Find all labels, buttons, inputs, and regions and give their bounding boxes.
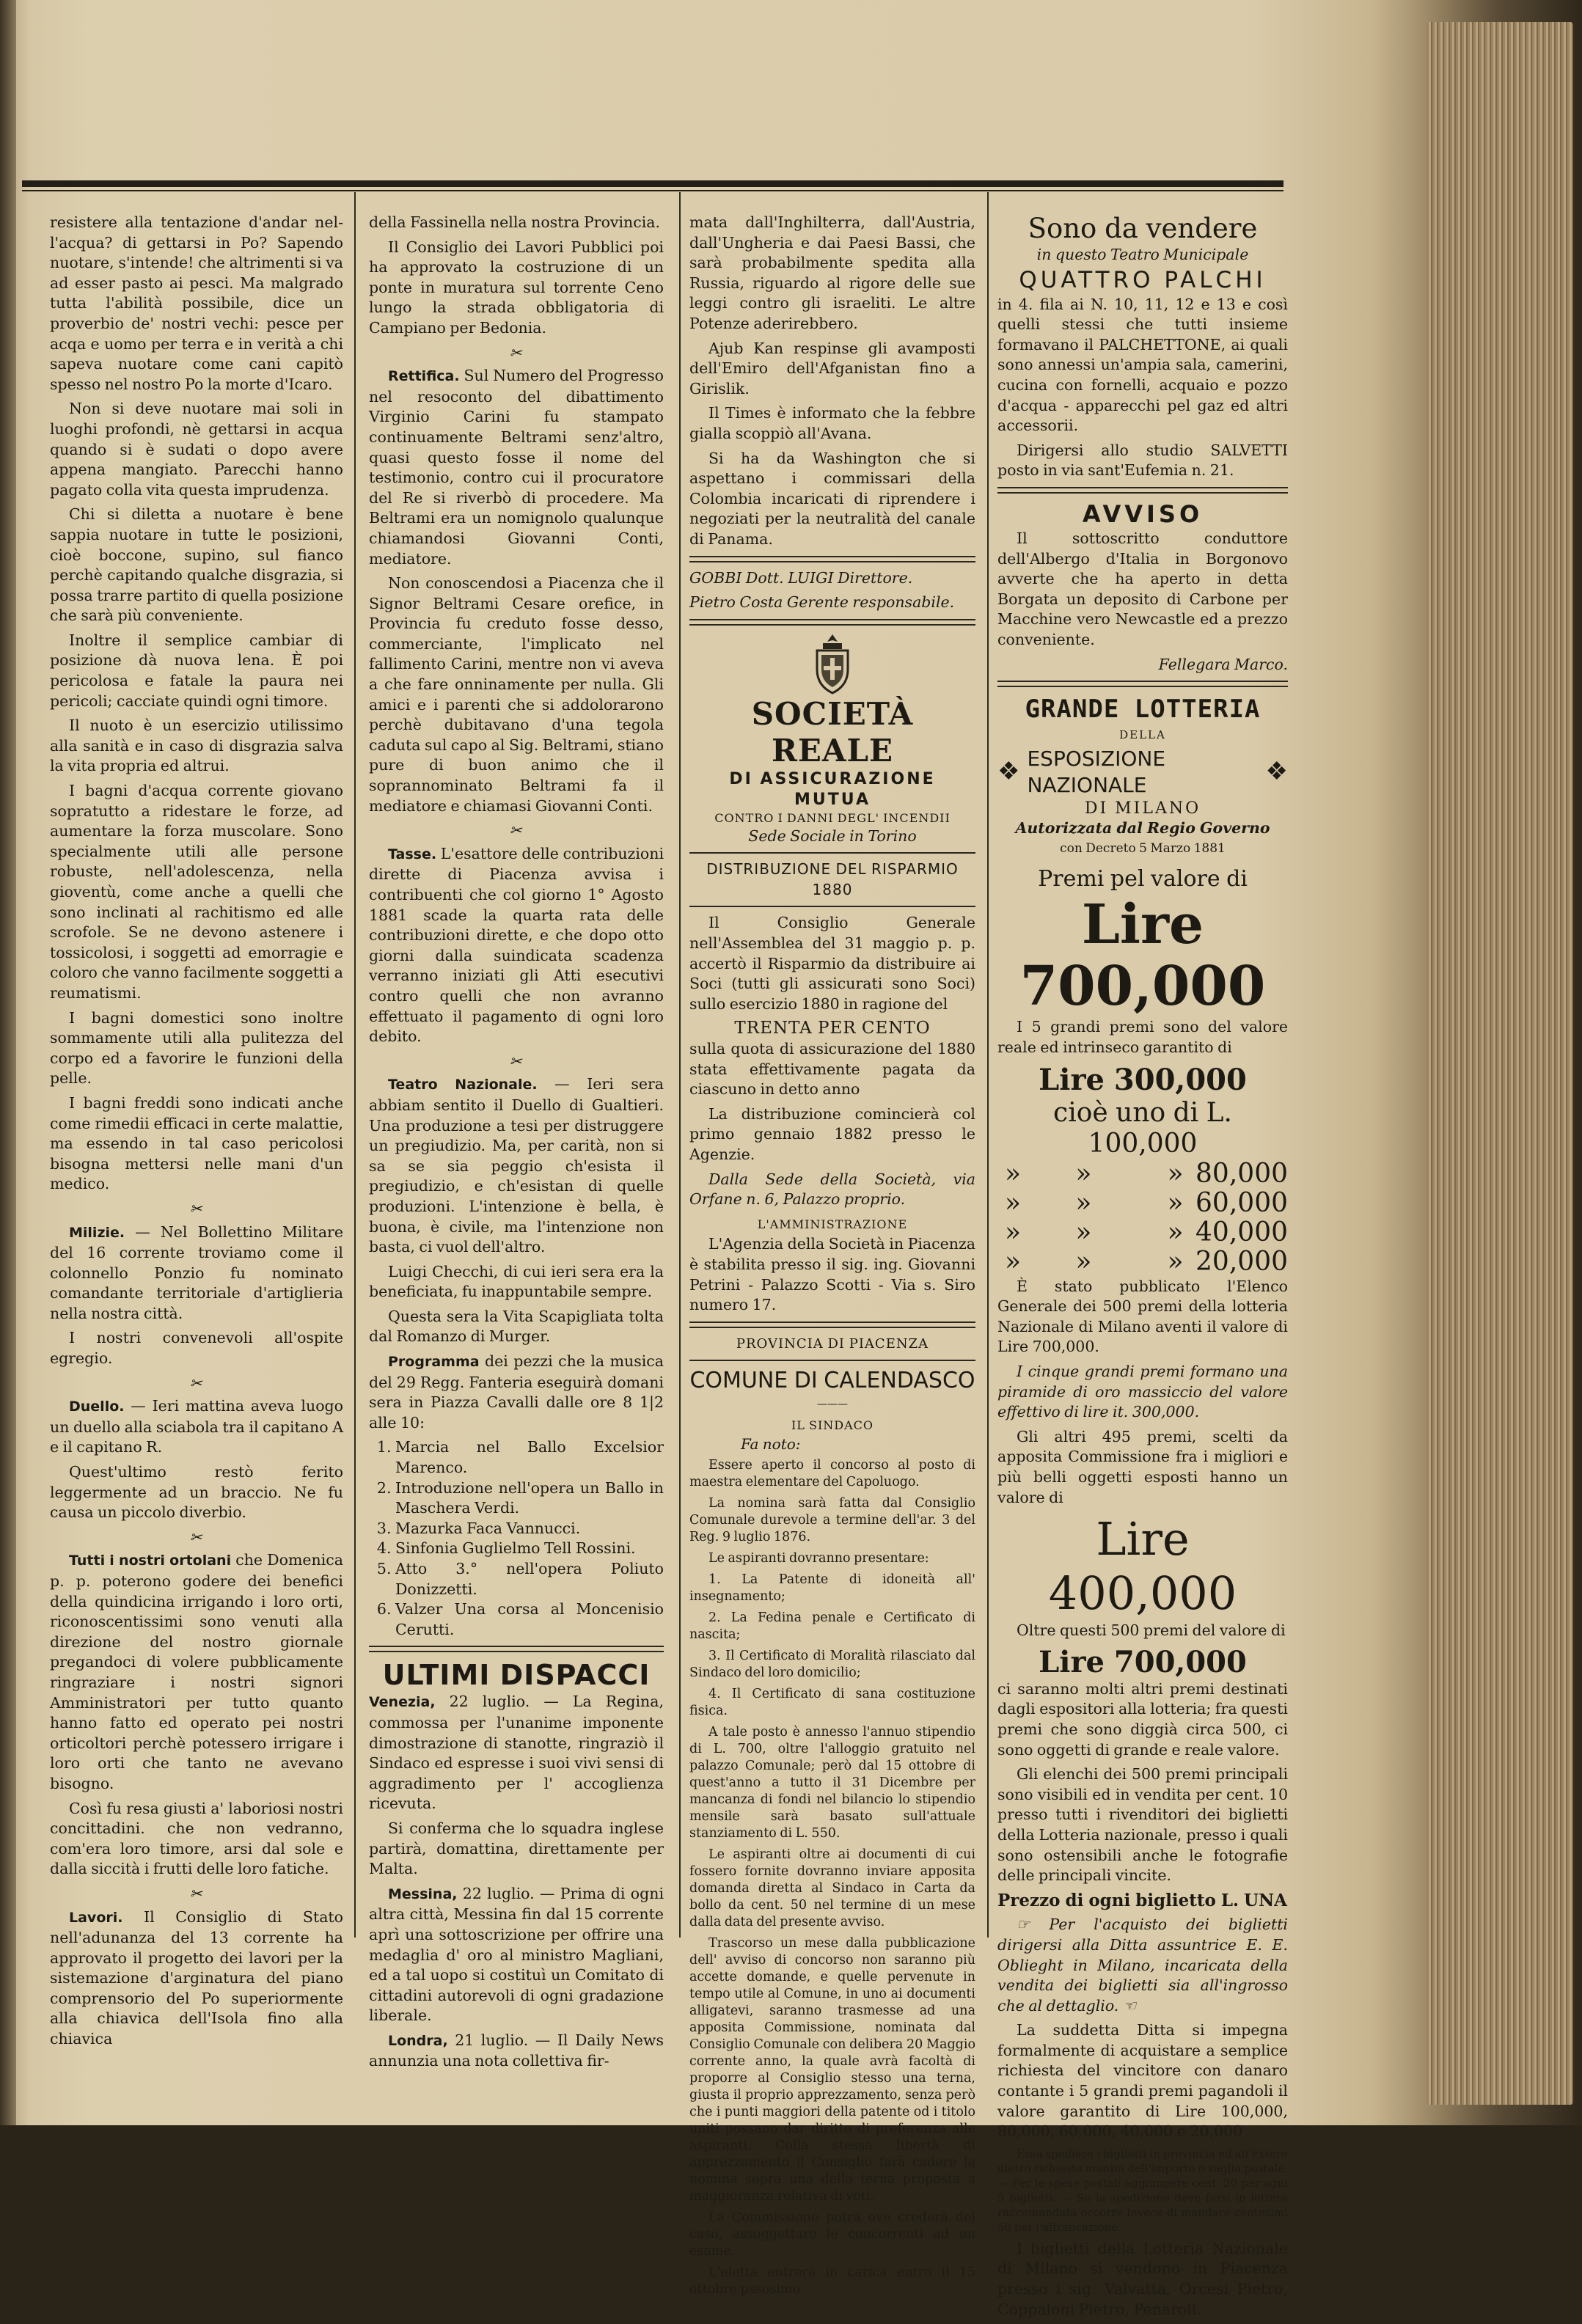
section-ornament: ✂ — [189, 1374, 204, 1392]
article-paragraph: Ajub Kan respinse gli avamposti dell'Emiro dell'Afganistan fino a Girislik. — [689, 339, 975, 397]
ad-paragraph: I biglietti della Lotteria Nazionale di Milano si vendono in Piacenza presso i sig. Valvatta, Orcesi Pietro, Coppaloni Pietro, Penaroli. — [997, 2239, 1288, 2318]
ad-paragraph: I cinque grandi premi formano una piramide di oro massiccio del valore effettivo di lire it. 300,000. — [997, 1363, 1288, 1421]
program-item: 1. Marcia nel Ballo Excelsior Marenco. — [395, 1437, 664, 1478]
article-paragraph: Questa sera la Vita Scapigliata tolta dal Romanzo di Murger. — [369, 1307, 664, 1346]
prize-row — [997, 1159, 1288, 1189]
item-text: 22 luglio. — La Regina, commossa per l'unanime imponente dimostrazione di stanotte, ringraziò il Sindaco ed espresse i suoi vivi sensi di aggradimento per l' accoglienza ricevuta. — [369, 1693, 664, 1813]
item-text: Sul Numero del Progresso nel resoconto del dibattimento Virginio Carini fu stampato continuamente Beltrami senz'altro, quasi questo fosse il nome del testimonio, contro cui il procuratore del Re si riverbò di procedere. Ma Beltrami era un nomignolo qualunque chiamandosi Giovanni Conti, mediatore. — [369, 367, 664, 568]
decreto-line: con Decreto 5 Marzo 1881 — [1060, 840, 1226, 856]
dispatch-venezia — [369, 1692, 664, 1814]
requirement-item: 1. La Patente di idoneità all' insegnamento; — [689, 1572, 975, 1604]
requirement-item: 4. Il Certificato di sana costituzione fisica. — [689, 1686, 975, 1718]
program-item: 4. Sinfonia Guglielmo Tell Rossini. — [395, 1539, 664, 1559]
news-item-ortolani — [50, 1550, 343, 1794]
ad-paragraph: Il sottoscritto conduttore dell'Albergo d'Italia in Borgonovo avverte che ha aperto in detta Borgata un deposito di Carbone per Macchine vero Newcastle ed a prezzo conveniente. — [997, 529, 1288, 648]
ad-text: Per l'acquisto dei biglietti dirigersi alla Ditta assuntrice E. E. Oblieght in Milano, incaricata della vendita dei biglietti sia all'ingrosso che al dettaglio. — [997, 1916, 1288, 2015]
notice-paragraph: Le aspiranti oltre ai documenti di cui fossero fornite dovranno inviare apposita domanda diretta al Sindaco in Carta da bollo da cent. 50 nel termine di un mese dalla data del presente avviso. — [689, 1847, 975, 1929]
dispatch-londra — [369, 2031, 664, 2072]
article-paragraph: Dalla Sede della Società, via Orfane n. 6, Palazzo proprio. — [689, 1170, 975, 1209]
item-text: — Ieri sera abbiam sentito il Duello di Gualtieri. Una produzione a tesi per distruggere un pregiudizio. Ma, per carità, non si sa se sia peggio ch'esista il pregiudizio, e ch'esistan di quelle produzioni. L'intenzione è bella, è buona, è civile, ma l'intenzione non basta, ci vuol dell'altro. — [369, 1075, 664, 1256]
section-rule — [689, 619, 975, 626]
section-rule — [689, 556, 975, 562]
article-paragraph: La distribuzione comincierà col primo gennaio 1882 presso le Agenzie. — [689, 1104, 975, 1163]
milano-line: DI MILANO — [1084, 799, 1201, 818]
cioe-line: cioè uno di L. 100,000 — [1053, 1097, 1232, 1159]
item-text: — Nel Bollettino Militare del 16 corrente troviamo come il colonnello Ponzio fu nominato comandante territoriale d'artiglieria nella nostra città. — [50, 1223, 343, 1322]
pointing-hand-icon: ☜ — [1118, 1996, 1137, 2015]
societa-title: SOCIETÀ REALE — [751, 695, 914, 769]
vendere-heading: Sono da vendere — [1028, 213, 1258, 244]
section-ornament: ✂ — [509, 343, 524, 362]
lire-700000-heading: Lire 700,000 — [1019, 893, 1266, 1019]
item-heading: Programma — [388, 1354, 480, 1371]
column-divider — [354, 192, 356, 1938]
item-heading: Lavori. — [69, 1909, 123, 1926]
dispatch-messina — [369, 1884, 664, 2026]
news-item-milizie — [50, 1223, 343, 1324]
section-ornament: ✂ — [189, 1528, 204, 1546]
ad-paragraph: I 5 grandi premi sono del valore reale ed intrinseco garantito di — [997, 1018, 1288, 1057]
ad-paragraph: Oltre questi 500 premi del valore di — [1017, 1621, 1286, 1640]
prize-value: 20,000 — [1195, 1246, 1288, 1277]
article-paragraph: Si ha da Washington che si aspettano i commissari della Colombia incaricati di riprendere i negoziati per la neutralità del canale di Panama. — [689, 449, 975, 548]
director-signature: GOBBI Dott. LUIGI Direttore. — [689, 568, 913, 587]
ad-paragraph: in 4. fila ai N. 10, 11, 12 e 13 e così quelli stessi che tutti insieme formavano il PALCHETTONE, ai quali sono annessi un'ampia sala, camerini, cucina con fornelli, acquaio e pozzo d'acqua - apparecchi pel gaz ed altri accessorii. — [997, 295, 1288, 435]
societa-sede: Sede Sociale in Torino — [748, 826, 917, 845]
news-item-programma — [369, 1352, 664, 1433]
ditto-mark: » — [1167, 1158, 1184, 1189]
article-paragraph: resistere alla tentazione d'andar nel-l'acqua? di gettarsi in Po? Sapendo nuotare, s'intende! che altrimenti si va ad esser pasto ai pesci. Ma malgrado tutta l'abilità possibile, dice un proverbio de' nostri vechi: pesce per acqa e uomo per terra e in verità a chi sapeva nuotare come cani capitò spesso nel nostro Po la morte d'Icaro. — [50, 213, 343, 393]
gerente-signature: Pietro Costa Gerente responsabile. — [689, 593, 955, 612]
lotteria-heading: GRANDE LOTTERIA — [1025, 694, 1261, 725]
article-paragraph: I bagni freddi sono indicati anche come rimedii efficaci in certe malattie, ma essendo in tal caso pericolosi bisogna mettersi nelle mani d'un medico. — [50, 1093, 343, 1193]
notice-paragraph: Le aspiranti dovranno presentare: — [708, 1550, 929, 1566]
article-paragraph: mata dall'Inghilterra, dall'Austria, dall'Ungheria e dai Paesi Bassi, che sarà probabilmente spedita alla Russia, riguardo al rigore delle sue leggi contro gli israeliti. Le altre Potenze aderirebbero. — [689, 213, 975, 332]
article-paragraph: Si conferma che lo squadra inglese partirà, domattina, direttamente per Malta. — [369, 1819, 664, 1878]
news-item-tasse — [369, 844, 664, 1047]
item-heading: Rettifica. — [388, 368, 460, 385]
section-rule — [689, 906, 975, 907]
esposizione-row — [997, 746, 1288, 799]
article-paragraph: Quest'ultimo restò ferito leggermente ad un braccio. Ne fu causa un piccolo diverbio. — [50, 1463, 343, 1522]
program-item: 6. Valzer Una corsa al Moncenisio Cerutti. — [395, 1599, 664, 1640]
ad-paragraph: ci saranno molti altri premi destinati dagli espositori alla lotteria; fra questi premi che sono diggià circa 500, ci sono oggetti di grande e reale valore. — [997, 1679, 1288, 1759]
article-paragraph: Il Consiglio dei Lavori Pubblici poi ha approvato la costruzione di un ponte in muratura sul torrente Ceno lungo la strada obbligatoria di Campiano per Bedonia. — [369, 238, 664, 337]
ditto-mark: » — [1005, 1217, 1022, 1247]
ditto-mark: » — [1167, 1217, 1184, 1247]
column-divider — [987, 192, 989, 1938]
crest-icon: ❖ — [1265, 756, 1288, 786]
article-paragraph: Non si deve nuotare mai soli in luoghi profondi, nè gettarsi in acqua quando si è sudati o dopo avere appena mangiato. Parecchi hanno pagato colla vita questa imprudenza. — [50, 400, 343, 499]
provincia-heading: PROVINCIA DI PIACENZA — [736, 1335, 929, 1352]
avviso-heading: AVVISO — [1082, 499, 1204, 528]
program-item: 5. Atto 3.° nell'opera Poliuto Donizzetti. — [395, 1559, 664, 1599]
article-paragraph: Il Times è informato che la febbre gialla scoppiò all'Avana. — [689, 404, 975, 442]
societa-subtitle-2: CONTRO I DANNI DEGL' INCENDII — [714, 810, 951, 825]
ad-fineprint: Essa spedisce i biglietti in provincia ed all'Estero dietro richiesta munita dell'importo o vaglia postale. — Per le spese postali aggiungere cent. 20 per ogni 5 biglietti. — Se la spedizione deve farsi in lettera raccomandata occorre invece di mandare centesimi 50 per l'affrancazione. — [997, 2147, 1288, 2234]
item-text: dei pezzi che la musica del 29 Regg. Fanteria eseguirà domani sera in Piazza Cavalli dalle ore 8 1|2 alle 10: — [369, 1352, 664, 1432]
requirement-item: 3. Il Certificato di Moralità rilasciato dal Sindaco del loro domicilio; — [689, 1648, 975, 1680]
article-paragraph: Così fu resa giusti a' laboriosi nostri concittadini. che non vedranno, com'era loro timore, arsi dal sole e dalla siccità i frutti delle loro fatiche. — [50, 1799, 343, 1878]
notice-paragraph: La nomina sarà fatta dal Consiglio Comunale durevole a termine dell'ar. 3 del Reg. 9 luglio 1876. — [689, 1495, 975, 1544]
avviso-signature: Fellegara Marco. — [1158, 655, 1288, 673]
section-ornament: ✂ — [189, 1884, 204, 1902]
item-heading: Londra, — [388, 2032, 448, 2049]
notice-paragraph: Essere aperto il concorso al posto di maestra elementare del Capoluogo. — [689, 1457, 975, 1489]
section-ornament: ✂ — [509, 821, 524, 840]
prize-row — [997, 1218, 1288, 1247]
article-paragraph: Chi si diletta a nuotare è bene sappia nuotare in tutte le posizioni, cioè boccone, supino, sul fianco perchè capitando qualche disgrazia, si possa trarre partito di quella posizione che sarà più conveniente. — [50, 505, 343, 625]
item-heading: Teatro Nazionale. — [388, 1077, 538, 1093]
program-item: 2. Introduzione nell'opera un Ballo in Maschera Verdi. — [395, 1478, 664, 1519]
ditto-mark: » — [1005, 1187, 1022, 1218]
prize-row — [997, 1189, 1288, 1218]
header-rule — [22, 180, 1283, 187]
notice-paragraph: L'eletta entrerà in carica entro il 15 ottobre pssosimo. — [689, 2265, 975, 2297]
ditto-mark: » — [1075, 1187, 1092, 1218]
societa-subtitle: DI ASSICURAZIONE MUTUA — [729, 769, 936, 809]
premi-heading: Premi pel valore di — [1038, 866, 1248, 892]
section-rule — [369, 1646, 664, 1652]
section-rule — [689, 1322, 975, 1328]
item-heading: Venezia, — [369, 1694, 436, 1711]
news-item-lavori — [50, 1907, 343, 2050]
item-text: 21 luglio. — Il Daily News annunzia una nota collettiva fir- — [369, 2031, 664, 2070]
teatro-line: in questo Teatro Municipale — [1036, 246, 1249, 263]
article-paragraph: Luigi Checchi, di cui ieri sera era la beneficiata, fu inappuntabile sempre. — [369, 1262, 664, 1301]
section-rule — [689, 1360, 975, 1361]
amministrazione-signature: L'AMMINISTRAZIONE — [757, 1217, 908, 1231]
item-text: 22 luglio. — Prima di ogni altra città, Messina fin dal 15 corrente aprì una sottoscrizione per offrire una medaglia d' oro al ministro Magliani, ed a tal uopo si costituì un Comitato di cittadini autorevoli di ogni gradazione liberale. — [369, 1884, 664, 2025]
prize-value: 80,000 — [1195, 1158, 1288, 1189]
esposizione-title: ESPOSIZIONE NAZIONALE — [1027, 746, 1166, 797]
section-rule — [997, 487, 1288, 494]
news-item-rettifica — [369, 366, 664, 569]
item-heading: Tutti i nostri ortolani — [69, 1553, 232, 1569]
item-heading: Duello. — [69, 1399, 125, 1415]
article-paragraph: della Fassinella nella nostra Provincia. — [369, 213, 661, 231]
ad-paragraph: È stato pubblicato l'Elenco Generale dei 500 premi della lotteria Nazionale di Milano aventi il valore di Lire 700,000. — [997, 1277, 1288, 1356]
divider-mark: ——— — [817, 1399, 848, 1411]
prezzo-line: Prezzo di ogni biglietto L. UNA — [997, 1890, 1287, 1910]
ditto-mark: » — [1075, 1246, 1092, 1277]
palchi-heading: QUATTRO PALCHI — [1019, 266, 1267, 293]
notice-paragraph: A tale posto è annesso l'annuo stipendio di L. 700, oltre l'alloggio gratuito nel palazzo Comunale; però dal 15 ottobre di quest'anno a tutto il 31 Dicembre per mancanza di fondi nel bilancio lo stipendio mensile sarà basato sull'attuale stanziamento di L. 550. — [689, 1724, 975, 1841]
ditto-mark: » — [1167, 1187, 1184, 1218]
sindaco-heading: IL SINDACO — [791, 1418, 874, 1432]
prize-row — [997, 1247, 1288, 1277]
article-paragraph: I bagni domestici sono inoltre sommamente utili alla pulitezza del corpo ed a favorire le funzioni della pelle. — [50, 1008, 343, 1088]
section-ornament: ✂ — [509, 1052, 524, 1070]
article-paragraph: L'Agenzia della Società in Piacenza è stabilita presso il sig. ing. Giovanni Petrini - Palazzo Scotti - Via s. Siro numero 17. — [689, 1235, 975, 1314]
section-ornament: ✂ — [189, 1199, 204, 1217]
column-3 — [689, 213, 975, 2303]
ditto-mark: » — [1075, 1158, 1092, 1189]
ad-paragraph: Gli altri 495 premi, scelti da apposita Commissione fra i migliori e più belli oggetti esposti hanno un valore di — [997, 1427, 1288, 1506]
ditto-mark: » — [1005, 1158, 1022, 1189]
article-paragraph: Il nuoto è un esercizio utilissimo alla sanità e in caso di disgrazia salva la vita propria ed altrui. — [50, 716, 343, 775]
ditto-mark: » — [1075, 1217, 1092, 1247]
article-paragraph: I nostri convenevoli all'ospite egregio. — [50, 1329, 343, 1368]
item-text: che Domenica p. p. poterono godere dei benefici della quindicina irrigando i loro orti, riconoscentissimi sono venuti alla direzione del nostro giornale pregandoci di volere pubblicamente ringraziare i nostri signori Amministratori per tutto quanto hanno fatto ed operato pei nostri orticoltori perchè potessero irrigare i loro orti che tanto ne avevano bisogno. — [50, 1551, 343, 1792]
item-text: L'esattore delle contribuzioni dirette di Piacenza avvisa i contribuenti che col giorno 1° Agosto 1881 scade la quarta rata delle contribuzioni dirette, e che dopo otto giorni dalla suindicata scadenza verranno iniziati gli Atti esecutivi contro quelli che non avranno effettuato il pagamento di ogni loro debito. — [369, 844, 664, 1046]
royal-crest-icon — [807, 631, 858, 696]
book-page-edges — [1427, 22, 1573, 2105]
column-divider — [679, 192, 681, 1938]
autorizzata-line: Autorizzata dal Regio Governo — [1015, 819, 1270, 837]
lire-400000-heading: Lire 400,000 — [1048, 1512, 1237, 1621]
trenta-per-cento: TRENTA PER CENTO — [734, 1019, 931, 1038]
ditto-mark: » — [1167, 1246, 1184, 1277]
ad-paragraph: La suddetta Ditta si impegna formalmente di acquistare a semplice richiesta del vincitore con danaro contante i 5 grandi premi pagandoli il valore garantito di Lire 100,000, 80,000, 60,000, 40,000 e 20,000 — [997, 2021, 1288, 2141]
item-text: — Ieri mattina aveva luogo un duello alla sciabola tra il capitano A e il capitano R. — [50, 1397, 343, 1456]
item-heading: Milizie. — [69, 1224, 125, 1241]
news-item-duello — [50, 1396, 343, 1458]
column-4 — [997, 213, 1288, 2324]
crest-icon: ❖ — [997, 756, 1020, 786]
item-heading: Messina, — [388, 1885, 458, 1902]
della-line: DELLA — [1119, 728, 1166, 742]
ditto-mark: » — [1005, 1246, 1022, 1277]
section-rule — [689, 852, 975, 854]
item-text: Il Consiglio di Stato nell'adunanza del 13 corrente ha approvato il progetto dei lavori per la sistemazione d'arginatura del piano comprensorio del Po superiormente alla chiavica dell'Isola fino alla chiavica — [50, 1907, 343, 2048]
requirement-item: 2. La Fedina penale e Certificato di nascita; — [689, 1610, 975, 1642]
article-paragraph: Inoltre il semplice cambiar di posizione dà nuova lena. È poi pericolosa e fatale la paura nei pericoli; cacciate quindi ogni timore. — [50, 631, 343, 710]
column-2 — [369, 213, 664, 2076]
news-item-teatro — [369, 1074, 664, 1257]
lire-300000-heading: Lire 300,000 — [1039, 1062, 1247, 1097]
comune-heading: COMUNE DI CALENDASCO — [689, 1368, 975, 1394]
ad-paragraph: Dirigersi allo studio SALVETTI posto in via sant'Eufemia n. 21. — [997, 441, 1288, 480]
prize-value: 60,000 — [1195, 1187, 1288, 1218]
prize-value: 40,000 — [1195, 1217, 1288, 1247]
program-item: 3. Mazurka Faca Vannucci. — [395, 1519, 664, 1539]
section-rule — [997, 681, 1288, 687]
article-paragraph: I bagni d'acqua corrente giovano sopratutto a ridestare le forze, ad aumentare la forza muscolare. Sono specialmente utili alle persone robuste, nell'adolescenza, nella gioventù, come anche a quelli che sono inclinati al rachitismo ed alle scrofole. Se ne devono astenere i tossicolosi, i soggetti ad emorragie e coloro che vanno facilmente soggetti a reumatismi. — [50, 782, 343, 1002]
distribuzione-heading: DISTRIBUZIONE DEL RISPARMIO 1880 — [706, 860, 959, 898]
ad-paragraph: Gli elenchi dei 500 premi principali sono visibili ed in vendita per cent. 10 presso tutti i rivenditori dei biglietti della Lotteria nazionale, presso i quali sono ostensibili anche le fotografie delle principali vincite. — [997, 1765, 1288, 1885]
fa-noto: Fa noto: — [741, 1434, 801, 1453]
article-paragraph: sulla quota di assicurazione del 1880 stata effettivamente pagata da ciascuno in detto anno — [689, 1040, 975, 1099]
lire-700000-secondary: Lire 700,000 — [1039, 1644, 1247, 1679]
pointing-hand-icon: ☞ — [1017, 1916, 1050, 1934]
article-paragraph: Il Consiglio Generale nell'Assemblea del 31 maggio p. p. accertò il Risparmio da distribuire ai Soci (tutti gli assicurati sono Soci) sullo esercizio 1880 in ragione del — [689, 914, 975, 1013]
notice-paragraph: La Commissione potrà ove crederà del caso, assoggettare le concorrenti ad un esame. — [689, 2210, 975, 2259]
notice-paragraph: Trascorso un mese dalla pubblicazione dell' avviso di concorso non saranno più accette domande, e quelle pervenute in tempo utile al Comune, in uno ai documenti alligatevi, saranno trasmesse ad una apposita Commissione, nominata dal Consiglio Comunale con delibera 20 Maggio corrente anno, la quale avrà facoltà di proporre al Consiglio stesso una terna, giusta il proprio apprezzamento, senza però che i punti maggiori della patente od i titolo uniti possano dar diritto di preferenza alle aspiranti. Colla stessa libertà di apprezzamento il Consiglio farà cadere la nomina sopra una della terna proposta a maggioranza relativa di voti. — [689, 1935, 975, 2204]
column-1 — [50, 213, 343, 2054]
previous-page-edge — [0, 0, 16, 2125]
header-rule-thin — [22, 190, 1283, 191]
prize-rows — [997, 1159, 1288, 1277]
article-paragraph: Non conoscendosi a Piacenza che il Signor Beltrami Cesare orefice, in Provincia fu creduto fosse desso, commerciante, l'implicato nel fallimento Carini, mentre non vi aveva a che fare onninamente per nulla. Gli amici e i parenti che si addolorarono perchè dubitavano d'una tegola caduta sul capo al Sig. Beltrami, stiano pure di buon animo che il soprannominato Beltrami fa il mediatore e chiamasi Giovanni Conti. — [369, 574, 664, 815]
ad-paragraph — [997, 1915, 1288, 2016]
item-heading: Tasse. — [388, 846, 437, 862]
program-list — [369, 1437, 664, 1640]
dispacci-title: ULTIMI DISPACCI — [382, 1659, 651, 1692]
